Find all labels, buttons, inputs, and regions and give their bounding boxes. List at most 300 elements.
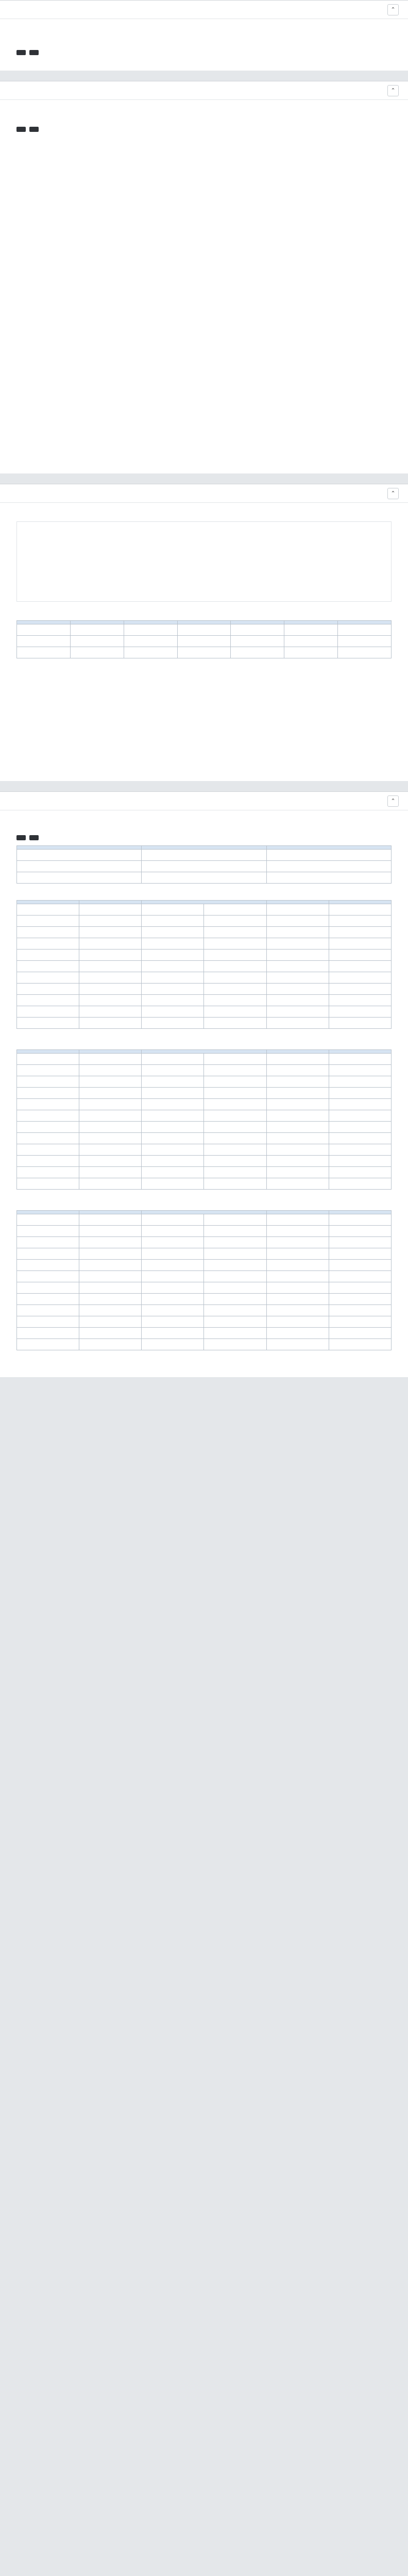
table-row: [17, 995, 392, 1006]
column-header: [231, 621, 284, 624]
table-cell: [266, 1006, 329, 1018]
table-cell: [329, 984, 391, 995]
annotation-header[interactable]: [0, 792, 408, 810]
table-cell: [142, 1065, 204, 1076]
table-cell: [17, 938, 79, 950]
table-cell: [142, 995, 204, 1006]
table-cell: [204, 1088, 266, 1099]
download-manual-button[interactable]: [16, 50, 26, 55]
table-cell: [142, 1099, 204, 1110]
table-cell: [266, 950, 329, 961]
table-cell: [266, 927, 329, 938]
table-cell: [79, 1122, 142, 1133]
table-cell: [329, 1316, 391, 1328]
table-cell: [17, 1214, 79, 1226]
table-row: [17, 624, 392, 636]
table-cell: [70, 647, 124, 658]
table-cell: [79, 1316, 142, 1328]
table-cell: [79, 1328, 142, 1339]
table-cell: [266, 904, 329, 916]
table-cell: [17, 904, 79, 916]
table-cell: [17, 995, 79, 1006]
table-cell: [329, 1282, 391, 1294]
table-cell: [329, 1018, 391, 1029]
table-row: [17, 1339, 392, 1350]
table-cell: [204, 972, 266, 984]
table-row: [17, 927, 392, 938]
table-cell: [17, 1167, 79, 1178]
table-cell: [329, 1178, 391, 1190]
table-cell: [17, 1122, 79, 1133]
table-cell: [17, 1018, 79, 1029]
table-cell: [329, 1110, 391, 1122]
table-cell: [266, 872, 391, 884]
table-cell: [79, 995, 142, 1006]
table-cell: [231, 636, 284, 647]
table-cell: [142, 904, 204, 916]
table-cell: [204, 904, 266, 916]
table-cell: [17, 1282, 79, 1294]
table-row: [17, 1226, 392, 1237]
table-row: [17, 872, 392, 884]
table-cell: [266, 1316, 329, 1328]
table-cell: [142, 1110, 204, 1122]
table-row: [17, 984, 392, 995]
table-cell: [204, 1099, 266, 1110]
table-cell: [266, 850, 391, 861]
table-cell: [204, 1339, 266, 1350]
table-cell: [329, 1328, 391, 1339]
table-cell: [204, 916, 266, 927]
column-header: [142, 1211, 266, 1214]
table-cell: [17, 1006, 79, 1018]
table-cell: [266, 1260, 329, 1271]
table-cell: [79, 1339, 142, 1350]
table-cell: [142, 1076, 204, 1088]
table-cell: [266, 1133, 329, 1144]
table-cell: [79, 1178, 142, 1190]
performance-chart: [16, 521, 392, 602]
table-row: [17, 1006, 392, 1018]
table-row: [17, 1054, 392, 1065]
ai-models-header[interactable]: [0, 81, 408, 100]
table-cell: [204, 1282, 266, 1294]
table-cell: [284, 624, 338, 636]
table-cell: [79, 1167, 142, 1178]
table-cell: [177, 636, 231, 647]
table-cell: [17, 1178, 79, 1190]
column-header: [70, 621, 124, 624]
table-cell: [124, 636, 177, 647]
table-cell: [79, 950, 142, 961]
table-cell: [329, 1054, 391, 1065]
table-row: [17, 1133, 392, 1144]
table-cell: [17, 972, 79, 984]
table-cell: [142, 1054, 204, 1065]
table-row: [17, 1178, 392, 1190]
download-documentation-button[interactable]: [16, 835, 26, 840]
table-cell: [338, 647, 392, 658]
column-header: [266, 1050, 329, 1054]
table-cell: [329, 938, 391, 950]
column-header: [79, 901, 142, 904]
table-cell: [79, 938, 142, 950]
table-cell: [79, 1088, 142, 1099]
table-cell: [79, 1248, 142, 1260]
column-header: [142, 1050, 266, 1054]
table-cell: [329, 1237, 391, 1248]
table-cell: [79, 904, 142, 916]
chevron-up-icon[interactable]: ⌃: [387, 795, 399, 807]
column-header: [338, 621, 392, 624]
table-cell: [284, 647, 338, 658]
table-cell: [142, 961, 204, 972]
table-cell: [17, 950, 79, 961]
ai-models-section: [0, 81, 408, 473]
table-cell: [329, 1156, 391, 1167]
column-header: [17, 901, 79, 904]
table-cell: [266, 984, 329, 995]
chevron-up-icon[interactable]: ⌃: [387, 4, 399, 15]
table-cell: [142, 1339, 204, 1350]
table-cell: [79, 1006, 142, 1018]
table-row: [17, 972, 392, 984]
table-row: [17, 1076, 392, 1088]
column-header: [329, 1211, 391, 1214]
table-cell: [79, 927, 142, 938]
table-cell: [124, 624, 177, 636]
table-row: [17, 1214, 392, 1226]
table-cell: [142, 1156, 204, 1167]
table-cell: [17, 850, 142, 861]
table-row: [17, 1122, 392, 1133]
table-row: [17, 1294, 392, 1305]
table-cell: [79, 916, 142, 927]
column-header: [79, 1211, 142, 1214]
table-cell: [266, 1294, 329, 1305]
table-cell: [329, 1294, 391, 1305]
table-cell: [142, 916, 204, 927]
table-cell: [329, 1339, 391, 1350]
table-cell: [17, 861, 142, 872]
column-header: [17, 1050, 79, 1054]
table-cell: [329, 1065, 391, 1076]
table-cell: [204, 950, 266, 961]
table-cell: [17, 1144, 79, 1156]
table-cell: [124, 647, 177, 658]
table-cell: [79, 1099, 142, 1110]
table-cell: [266, 938, 329, 950]
chevron-up-icon[interactable]: ⌃: [387, 85, 399, 96]
table-cell: [79, 1282, 142, 1294]
table-cell: [204, 1328, 266, 1339]
table-cell: [329, 1088, 391, 1099]
table-cell: [17, 1065, 79, 1076]
table-row: [17, 636, 392, 647]
table-cell: [204, 1076, 266, 1088]
table-cell: [17, 1248, 79, 1260]
table-cell: [266, 1226, 329, 1237]
table-cell: [204, 1294, 266, 1305]
table-cell: [204, 1156, 266, 1167]
table-cell: [17, 916, 79, 927]
table-cell: [329, 1099, 391, 1110]
table-cell: [17, 984, 79, 995]
table-cell: [204, 1167, 266, 1178]
table-cell: [79, 1018, 142, 1029]
table-cell: [17, 1226, 79, 1237]
table-cell: [329, 1305, 391, 1316]
field-table: [16, 1210, 392, 1350]
table-cell: [142, 1260, 204, 1271]
table-cell: [17, 1156, 79, 1167]
table-cell: [266, 1076, 329, 1088]
table-cell: [79, 1260, 142, 1271]
table-cell: [204, 1248, 266, 1260]
table-cell: [142, 1006, 204, 1018]
table-cell: [79, 961, 142, 972]
column-header: [79, 1050, 142, 1054]
table-cell: [266, 1065, 329, 1076]
table-cell: [329, 972, 391, 984]
table-cell: [266, 995, 329, 1006]
table-cell: [142, 1167, 204, 1178]
table-cell: [17, 1133, 79, 1144]
table-cell: [17, 1316, 79, 1328]
field-tables: [16, 900, 392, 1350]
table-cell: [231, 624, 284, 636]
table-cell: [79, 1076, 142, 1088]
table-cell: [266, 1248, 329, 1260]
annotation-section: [0, 791, 408, 1377]
table-cell: [266, 1178, 329, 1190]
table-cell: [142, 927, 204, 938]
table-cell: [266, 861, 391, 872]
table-cell: [266, 1018, 329, 1029]
table-cell: [204, 1316, 266, 1328]
table-row: [17, 850, 392, 861]
table-cell: [79, 1226, 142, 1237]
table-cell: [142, 1088, 204, 1099]
authoring-tool-section: [0, 0, 408, 71]
chevron-up-icon[interactable]: ⌃: [387, 488, 399, 499]
table-row: [17, 1316, 392, 1328]
table-cell: [142, 950, 204, 961]
table-row: [17, 1144, 392, 1156]
table-cell: [79, 1271, 142, 1282]
table-cell: [204, 995, 266, 1006]
table-cell: [142, 1282, 204, 1294]
table-cell: [17, 1305, 79, 1316]
table-cell: [204, 1133, 266, 1144]
table-cell: [266, 1339, 329, 1350]
table-cell: [142, 1271, 204, 1282]
table-cell: [79, 1133, 142, 1144]
table-cell: [284, 636, 338, 647]
table-row: [17, 938, 392, 950]
column-header: [142, 846, 266, 850]
table-cell: [266, 1122, 329, 1133]
table-cell: [142, 1316, 204, 1328]
table-cell: [17, 1237, 79, 1248]
table-cell: [266, 1156, 329, 1167]
column-header: [142, 901, 266, 904]
performance-header[interactable]: [0, 484, 408, 503]
table-cell: [79, 984, 142, 995]
table-cell: [142, 1214, 204, 1226]
download-model-button[interactable]: [29, 127, 39, 132]
table-cell: [329, 995, 391, 1006]
table-cell: [266, 1110, 329, 1122]
table-cell: [17, 1339, 79, 1350]
table-cell: [17, 1076, 79, 1088]
table-row: [17, 1305, 392, 1316]
table-cell: [204, 1018, 266, 1029]
table-row: [17, 1110, 392, 1122]
table-cell: [329, 916, 391, 927]
table-cell: [266, 1144, 329, 1156]
table-cell: [204, 984, 266, 995]
column-header: [124, 621, 177, 624]
field-table: [16, 1049, 392, 1190]
table-row: [17, 1167, 392, 1178]
table-cell: [204, 1144, 266, 1156]
table-cell: [142, 1305, 204, 1316]
table-cell: [17, 1054, 79, 1065]
table-row: [17, 1260, 392, 1271]
table-cell: [266, 1099, 329, 1110]
table-cell: [204, 1305, 266, 1316]
table-cell: [329, 1133, 391, 1144]
table-cell: [204, 1260, 266, 1271]
table-cell: [266, 1237, 329, 1248]
table-cell: [329, 904, 391, 916]
table-cell: [266, 1214, 329, 1226]
column-header: [17, 1211, 79, 1214]
column-header: [177, 621, 231, 624]
table-cell: [204, 1271, 266, 1282]
table-cell: [17, 1110, 79, 1122]
table-cell: [142, 984, 204, 995]
table-cell: [204, 1065, 266, 1076]
table-row: [17, 1099, 392, 1110]
table-row: [17, 1088, 392, 1099]
table-cell: [17, 961, 79, 972]
column-header: [266, 1211, 329, 1214]
table-cell: [204, 961, 266, 972]
table-cell: [329, 961, 391, 972]
table-row: [17, 961, 392, 972]
table-cell: [142, 872, 266, 884]
table-row: [17, 916, 392, 927]
table-row: [17, 1237, 392, 1248]
table-row: [17, 1248, 392, 1260]
table-cell: [142, 938, 204, 950]
table-cell: [204, 927, 266, 938]
table-cell: [204, 1054, 266, 1065]
table-cell: [79, 1294, 142, 1305]
download-model-details-button[interactable]: [16, 127, 26, 132]
table-cell: [79, 1156, 142, 1167]
table-cell: [142, 972, 204, 984]
column-header: [266, 901, 329, 904]
table-row: [17, 1328, 392, 1339]
column-header: [266, 846, 391, 850]
table-row: [17, 1018, 392, 1029]
table-row: [17, 904, 392, 916]
table-cell: [329, 1248, 391, 1260]
table-cell: [17, 647, 71, 658]
table-cell: [17, 1271, 79, 1282]
table-cell: [266, 1054, 329, 1065]
table-cell: [142, 1328, 204, 1339]
table-cell: [142, 1248, 204, 1260]
score-scatter-chart: [20, 525, 388, 597]
field-table: [16, 900, 392, 1029]
table-row: [17, 861, 392, 872]
table-cell: [266, 1271, 329, 1282]
performance-section: [0, 484, 408, 781]
table-cell: [79, 972, 142, 984]
table-cell: [329, 1167, 391, 1178]
table-cell: [142, 1237, 204, 1248]
table-cell: [204, 1214, 266, 1226]
table-cell: [266, 1167, 329, 1178]
download-tools-button[interactable]: [29, 50, 39, 55]
table-cell: [17, 1099, 79, 1110]
table-row: [17, 1065, 392, 1076]
authoring-tool-header[interactable]: [0, 1, 408, 19]
table-cell: [204, 1178, 266, 1190]
table-cell: [204, 1237, 266, 1248]
table-row: [17, 647, 392, 658]
table-cell: [17, 927, 79, 938]
table-cell: [142, 1226, 204, 1237]
table-cell: [266, 961, 329, 972]
table-row: [17, 1282, 392, 1294]
table-cell: [338, 636, 392, 647]
table-cell: [79, 1144, 142, 1156]
table-cell: [177, 647, 231, 658]
table-cell: [266, 916, 329, 927]
table-cell: [329, 1076, 391, 1088]
table-cell: [266, 1305, 329, 1316]
download-guide-button[interactable]: [29, 835, 39, 840]
table-cell: [204, 1226, 266, 1237]
table-cell: [70, 624, 124, 636]
config-table: [16, 845, 392, 884]
table-cell: [231, 647, 284, 658]
table-cell: [79, 1054, 142, 1065]
table-cell: [329, 1006, 391, 1018]
table-cell: [329, 1226, 391, 1237]
table-cell: [266, 972, 329, 984]
table-cell: [17, 1088, 79, 1099]
table-cell: [329, 927, 391, 938]
column-header: [17, 621, 71, 624]
table-cell: [329, 1214, 391, 1226]
table-cell: [142, 1294, 204, 1305]
column-header: [329, 1050, 391, 1054]
table-cell: [17, 1294, 79, 1305]
table-cell: [79, 1110, 142, 1122]
table-cell: [266, 1282, 329, 1294]
table-cell: [142, 861, 266, 872]
table-cell: [142, 1133, 204, 1144]
table-cell: [79, 1305, 142, 1316]
table-cell: [17, 624, 71, 636]
table-cell: [329, 1271, 391, 1282]
